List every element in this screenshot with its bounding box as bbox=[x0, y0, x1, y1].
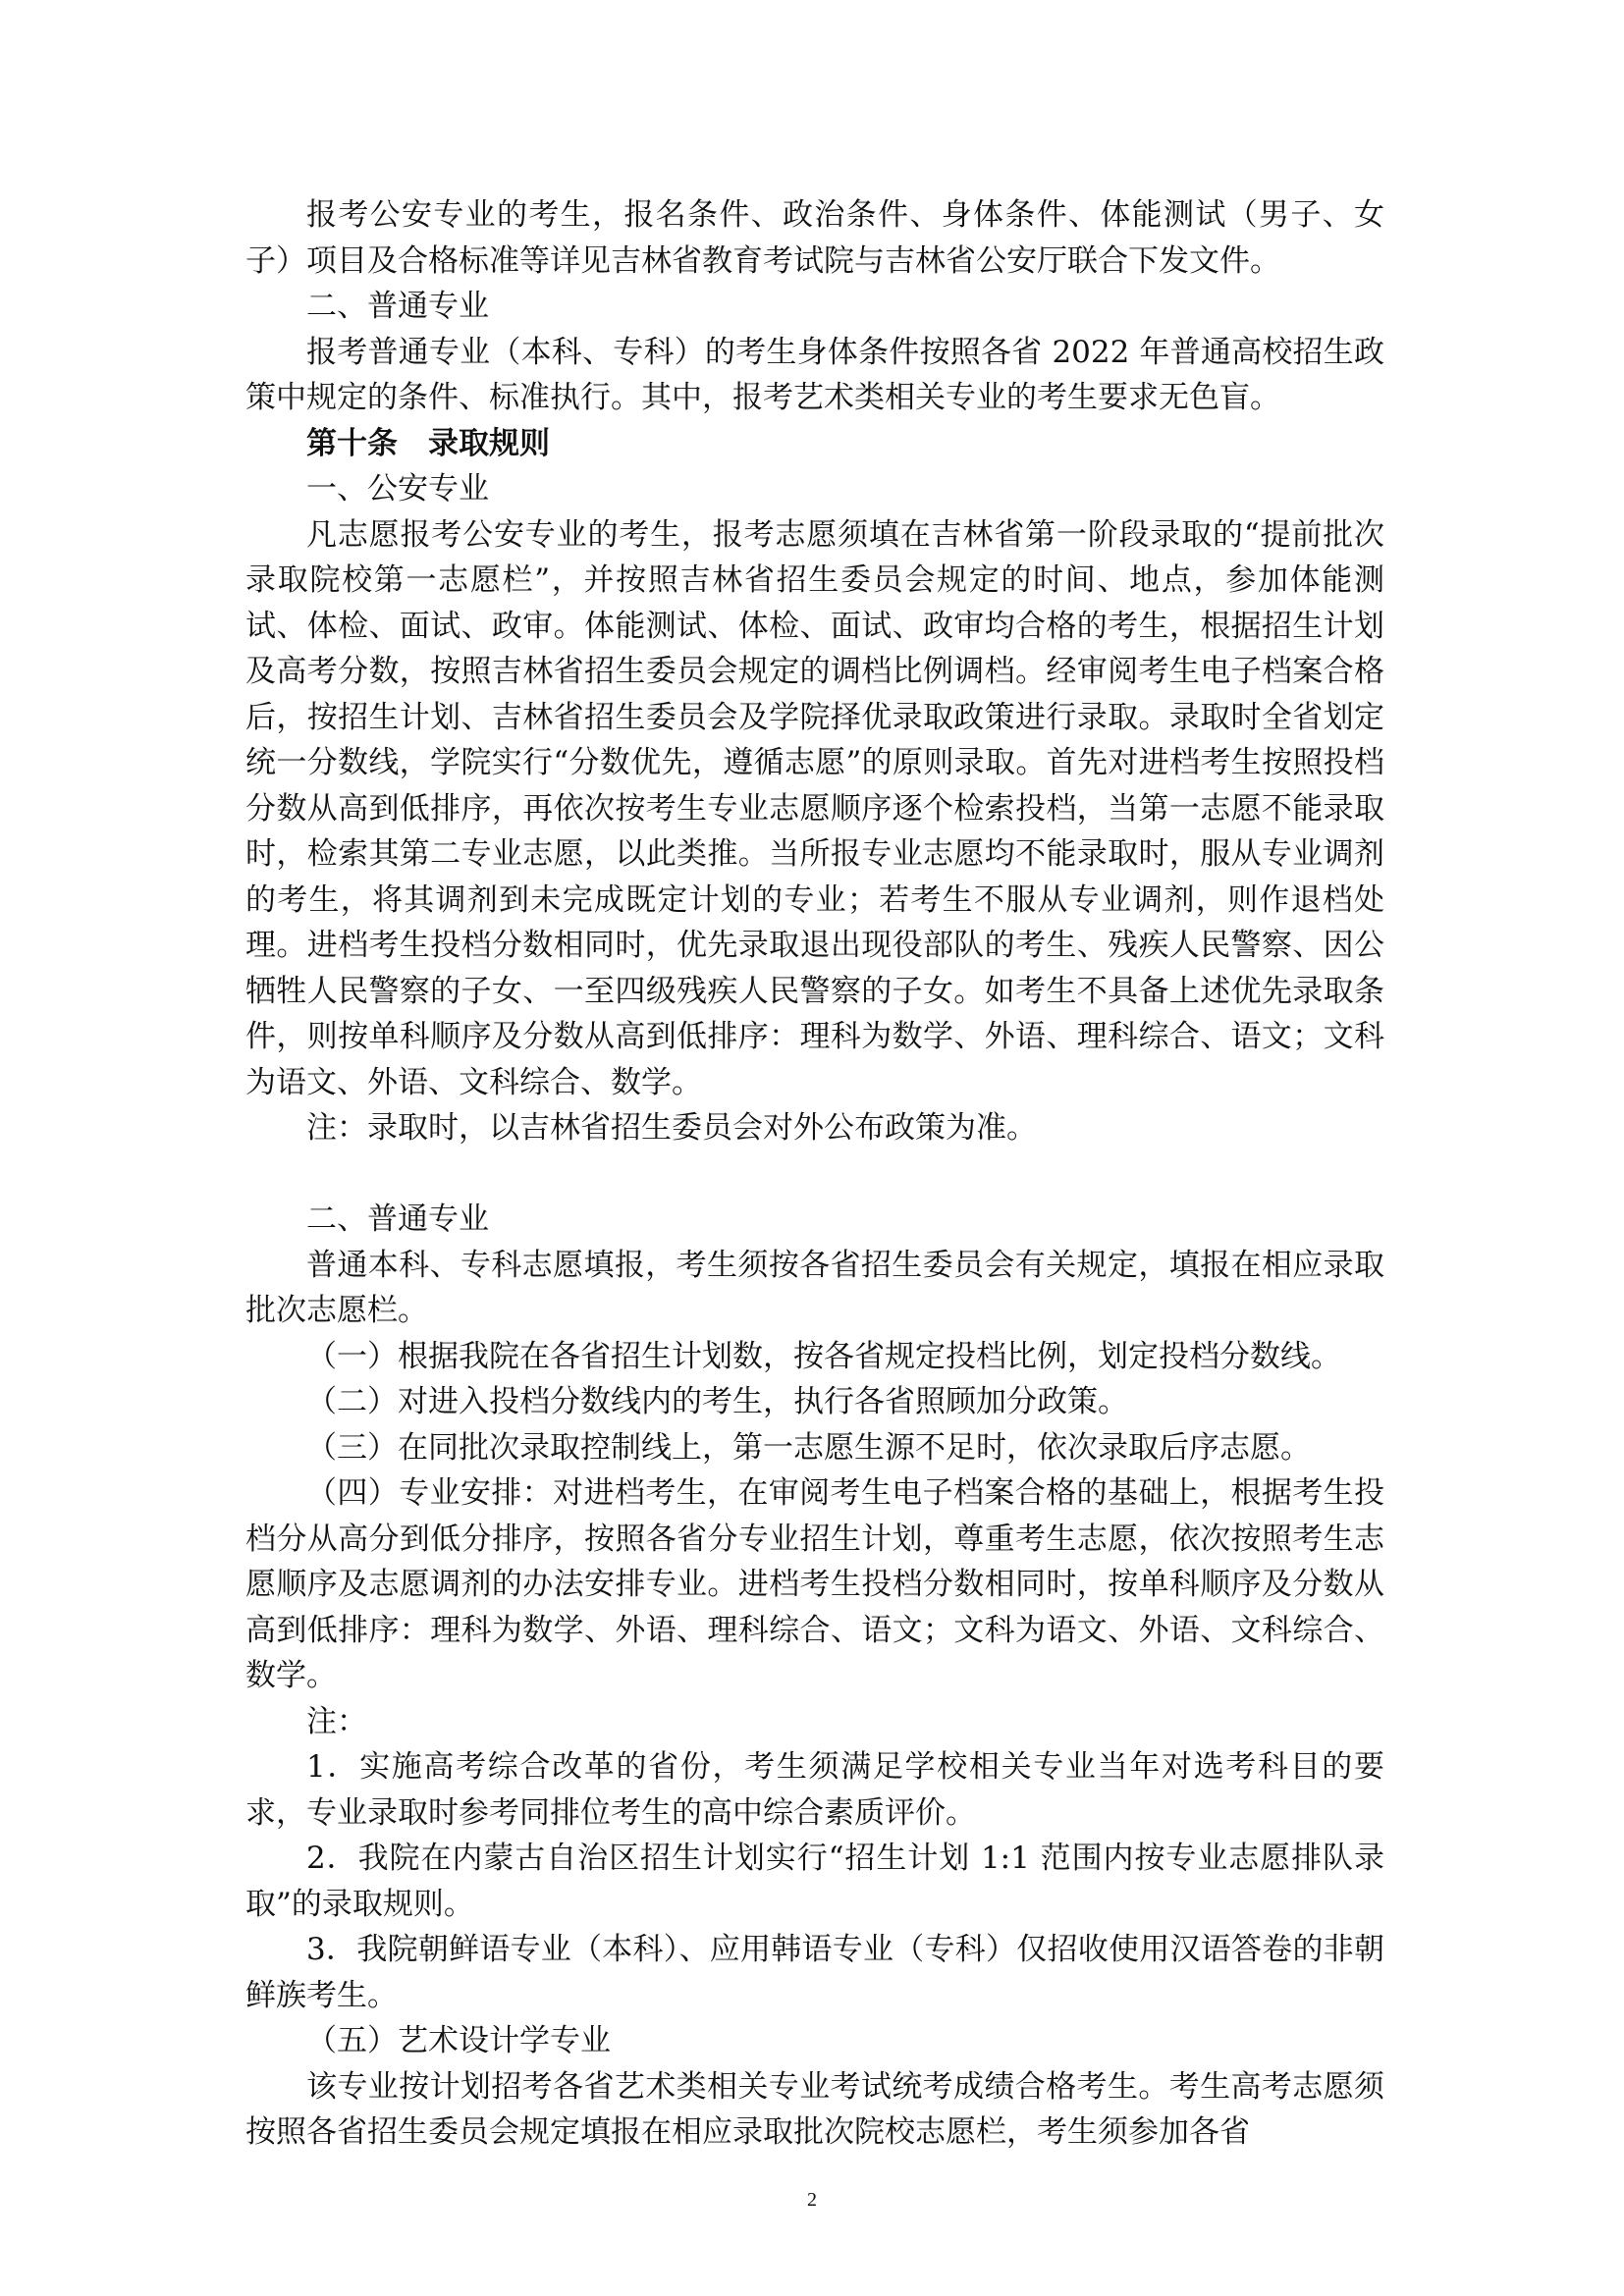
paragraph-police-admission: 凡志愿报考公安专业的考生，报考志愿须填在吉林省第一阶段录取的“提前批次录取院校第一志愿栏”，并按照吉林省招生委员会规定的时间、地点，参加体能测试、体检、面试、政审。体能测试、体检、面试、政审均合格的考生，根据招生计划及高考分数，按照吉林省招生委员会规定的调档比例调档。经审阅考生电子档案合格后，按招生计划、吉林省招生委员会及学院择优录取政策进行录取。录取时全省划定统一分数线，学院实行“分数优先，遵循志愿”的原则录取。首先对进档考生按照投档分数从高到低排序，再依次按考生专业志愿顺序逐个检索投档，当第一志愿不能录取时，检索其第二专业志愿，以此类推。当所报专业志愿均不能录取时，服从专业调剂的考生，将其调剂到未完成既定计划的专业；若考生不服从专业调剂，则作退档处理。进档考生投档分数相同时，优先录取退出现役部队的考生、残疾人民警察、因公牺牲人民警察的子女、一至四级残疾人民警察的子女。如考生不具备上述优先录取条件，则按单科顺序及分数从高到低排序：理科为数学、外语、理科综合、语文；文科为语文、外语、文科综合、数学。 bbox=[245, 516, 1384, 1100]
subheading-general-majors: 二、普通专业 bbox=[306, 289, 489, 324]
paragraph-police-requirements: 报考公安专业的考生，报名条件、政治条件、身体条件、体能测试（男子、女子）项目及合格标准等详见吉林省教育考试院与吉林省公安厅联合下发文件。 bbox=[245, 197, 1384, 279]
document-body bbox=[245, 192, 1384, 2156]
paragraph-note-1: 1．实施高考综合改革的省份，考生须满足学校相关专业当年对选考科目的要求，专业录取时参考同排位考生的高中综合素质评价。 bbox=[245, 1749, 1384, 1831]
page-number: 2 bbox=[807, 2189, 817, 2211]
paragraph-note-3: 3．我院朝鲜语专业（本科）、应用韩语专业（专科）仅招收使用汉语答卷的非朝鲜族考生。 bbox=[245, 1932, 1384, 2013]
article-10-heading: 第十条 录取规则 bbox=[306, 425, 550, 461]
paragraph-item-5-heading: （五）艺术设计学专业 bbox=[306, 2023, 611, 2058]
paragraph-police-note: 注：录取时，以吉林省招生委员会对外公布政策为准。 bbox=[306, 1110, 1037, 1146]
paragraph-item-1: （一）根据我院在各省招生计划数，按各省规定投档比例，划定投档分数线。 bbox=[306, 1338, 1341, 1374]
paragraph-item-3: （三）在同批次录取控制线上，第一志愿生源不足时，依次录取后序志愿。 bbox=[306, 1429, 1311, 1466]
blank-line bbox=[245, 1151, 1384, 1198]
paragraph-general-physical: 报考普通专业（本科、专科）的考生身体条件按照各省 2022 年普通高校招生政策中规定的条件、标准执行。其中，报考艺术类相关专业的考生要求无色盲。 bbox=[245, 334, 1384, 415]
subheading-police-majors: 一、公安专业 bbox=[306, 471, 489, 507]
paragraph-note-label: 注： bbox=[306, 1703, 367, 1739]
paragraph-item-4: （四）专业安排：对进档考生，在审阅考生电子档案合格的基础上，根据考生投档分从高分到低分排序，按照各省分专业招生计划，尊重考生志愿，依次按照考生志愿顺序及志愿调剂的办法安排专业。进档考生投档分数相同时，按单科顺序及分数从高到低排序：理科为数学、外语、理科综合、语文；文科为语文、外语、文科综合、数学。 bbox=[245, 1475, 1384, 1693]
paragraph-note-2: 2．我院在内蒙古自治区招生计划实行“招生计划 1:1 范围内按专业志愿排队录取”的录取规则。 bbox=[245, 1841, 1384, 1922]
paragraph-art-design: 该专业按计划招考各省艺术类相关专业考试统考成绩合格考生。考生高考志愿须按照各省招生委员会规定填报在相应录取批次院校志愿栏，考生须参加各省 bbox=[245, 2068, 1384, 2150]
paragraph-general-application: 普通本科、专科志愿填报，考生须按各省招生委员会有关规定，填报在相应录取批次志愿栏。 bbox=[245, 1247, 1384, 1328]
paragraph-item-2: （二）对进入投档分数线内的考生，执行各省照顾加分政策。 bbox=[306, 1384, 1128, 1419]
subheading-general-majors-2: 二、普通专业 bbox=[306, 1201, 489, 1237]
